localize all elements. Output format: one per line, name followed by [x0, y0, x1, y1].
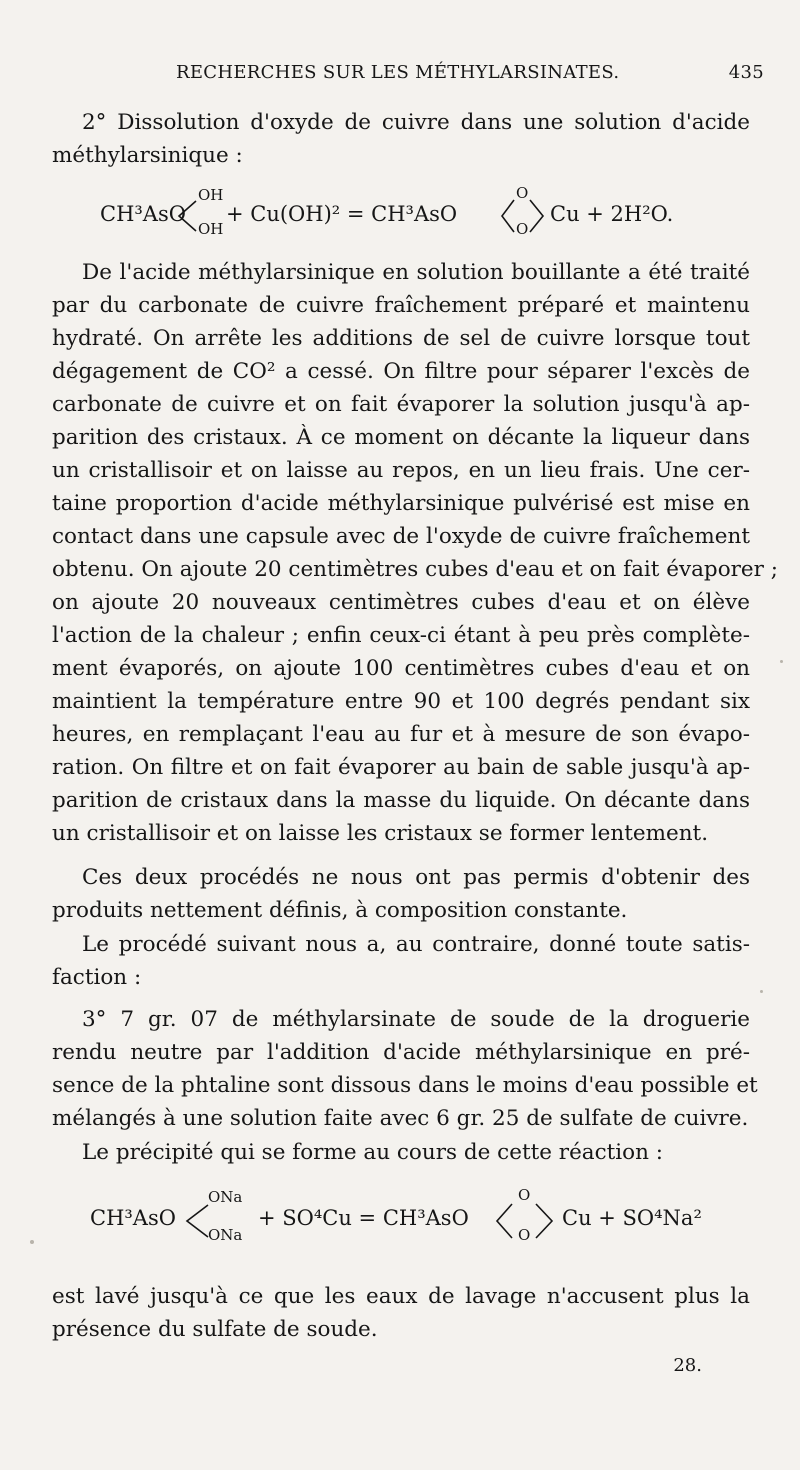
- equation-1: [0, 184, 800, 248]
- para-2-line-2: produits nettement définis, à composition constante.: [52, 898, 628, 923]
- para-1-line-4: dégagement de CO² a cessé. On filtre pour séparer l'excès de: [52, 359, 750, 384]
- para-1-line-17: parition de cristaux dans la masse du liquide. On décante dans: [52, 788, 750, 813]
- eq1-top-group: OH: [198, 186, 224, 204]
- eq2-ring-top: O: [518, 1186, 531, 1204]
- para-1-line-15: heures, en remplaçant l'eau au fur et à mesure de son évapo-: [52, 722, 750, 747]
- section-3-line-1: 3° 7 gr. 07 de méthylarsinate de soude de la droguerie: [82, 1007, 750, 1032]
- para-5-line-2: présence du sulfate de soude.: [52, 1317, 378, 1342]
- eq2-top-group: ONa: [208, 1188, 243, 1206]
- section-3-line-4: mélangés à une solution faite avec 6 gr. 25 de sulfate de cuivre.: [52, 1106, 749, 1131]
- para-1-line-13: ment évaporés, on ajoute 100 centimètres cubes d'eau et on: [52, 656, 750, 681]
- para-1-line-6: parition des cristaux. À ce moment on décante la liqueur dans: [52, 425, 750, 450]
- para-1-line-16: ration. On filtre et on fait évaporer au bain de sable jusqu'à ap-: [52, 755, 750, 780]
- paper-speck: [780, 660, 783, 663]
- page-number: 435: [728, 62, 764, 83]
- para-1-line-5: carbonate de cuivre et on fait évaporer la solution jusqu'à ap-: [52, 392, 750, 417]
- para-4-line-1: Le précipité qui se forme au cours de cette réaction :: [82, 1140, 664, 1165]
- para-1-line-18: un cristallisoir et on laisse les cristaux se former lentement.: [52, 821, 709, 846]
- section-2-line-1: 2° Dissolution d'oxyde de cuivre dans une solution d'acide: [82, 110, 750, 135]
- running-head: [0, 62, 800, 90]
- eq1-ring-top: O: [516, 184, 529, 202]
- para-1-line-12: l'action de la chaleur ; enfin ceux-ci étant à peu près complète-: [52, 623, 750, 648]
- eq1-left-bracket: [176, 198, 198, 234]
- para-1-line-2: par du carbonate de cuivre fraîchement préparé et maintenu: [52, 293, 750, 318]
- para-1-line-9: contact dans une capsule avec de l'oxyde de cuivre fraîchement: [52, 524, 750, 549]
- eq2-bottom-group: ONa: [208, 1226, 243, 1244]
- eq2-middle: + SO⁴Cu = CH³AsO: [258, 1206, 469, 1230]
- eq1-middle: + Cu(OH)² = CH³AsO: [226, 202, 458, 226]
- para-1-line-14: maintient la température entre 90 et 100 degrés pendant six: [52, 689, 750, 714]
- para-1-line-3: hydraté. On arrête les additions de sel de cuivre lorsque tout: [52, 326, 750, 351]
- eq1-ring-bottom: O: [516, 220, 529, 238]
- running-title: RECHERCHES SUR LES MÉTHYLARSINATES.: [176, 62, 620, 83]
- para-1-line-8: taine proportion d'acide méthylarsinique pulvérisé est mise en: [52, 491, 750, 516]
- paper-speck: [30, 1240, 34, 1244]
- section-2-line-2: méthylarsinique :: [52, 143, 243, 168]
- section-3-line-3: sence de la phtaline sont dissous dans le moins d'eau possible et: [52, 1073, 758, 1098]
- para-5-line-1: est lavé jusqu'à ce que les eaux de lavage n'accusent plus la: [52, 1284, 750, 1309]
- para-1-line-11: on ajoute 20 nouveaux centimètres cubes d'eau et on élève: [52, 590, 750, 615]
- eq2-rhs: Cu + SO⁴Na²: [562, 1206, 702, 1230]
- para-2-line-1: Ces deux procédés ne nous ont pas permis d'obtenir des: [82, 865, 750, 890]
- section-3-line-2: rendu neutre par l'addition d'acide méthylarsinique en pré-: [52, 1040, 750, 1065]
- para-1-line-7: un cristallisoir et on laisse au repos, en un lieu frais. Une cer-: [52, 458, 750, 483]
- para-1-line-10: obtenu. On ajoute 20 centimètres cubes d'eau et on fait évaporer ;: [52, 557, 778, 582]
- eq2-lhs: CH³AsO: [90, 1206, 176, 1230]
- para-3-line-2: faction :: [52, 965, 142, 990]
- eq1-lhs: CH³AsO: [100, 202, 186, 226]
- eq1-rhs: Cu + 2H²O.: [550, 202, 674, 226]
- eq1-bottom-group: OH: [198, 220, 224, 238]
- para-1-line-1: De l'acide méthylarsinique en solution bouillante a été traité: [82, 260, 750, 285]
- equation-2: [0, 1186, 800, 1252]
- para-3-line-1: Le procédé suivant nous a, au contraire, donné toute satis-: [82, 932, 750, 957]
- eq2-left-bracket: [184, 1202, 210, 1240]
- paper-speck: [760, 990, 763, 993]
- eq2-ring-bottom: O: [518, 1226, 531, 1244]
- signature-mark: 28.: [673, 1355, 702, 1376]
